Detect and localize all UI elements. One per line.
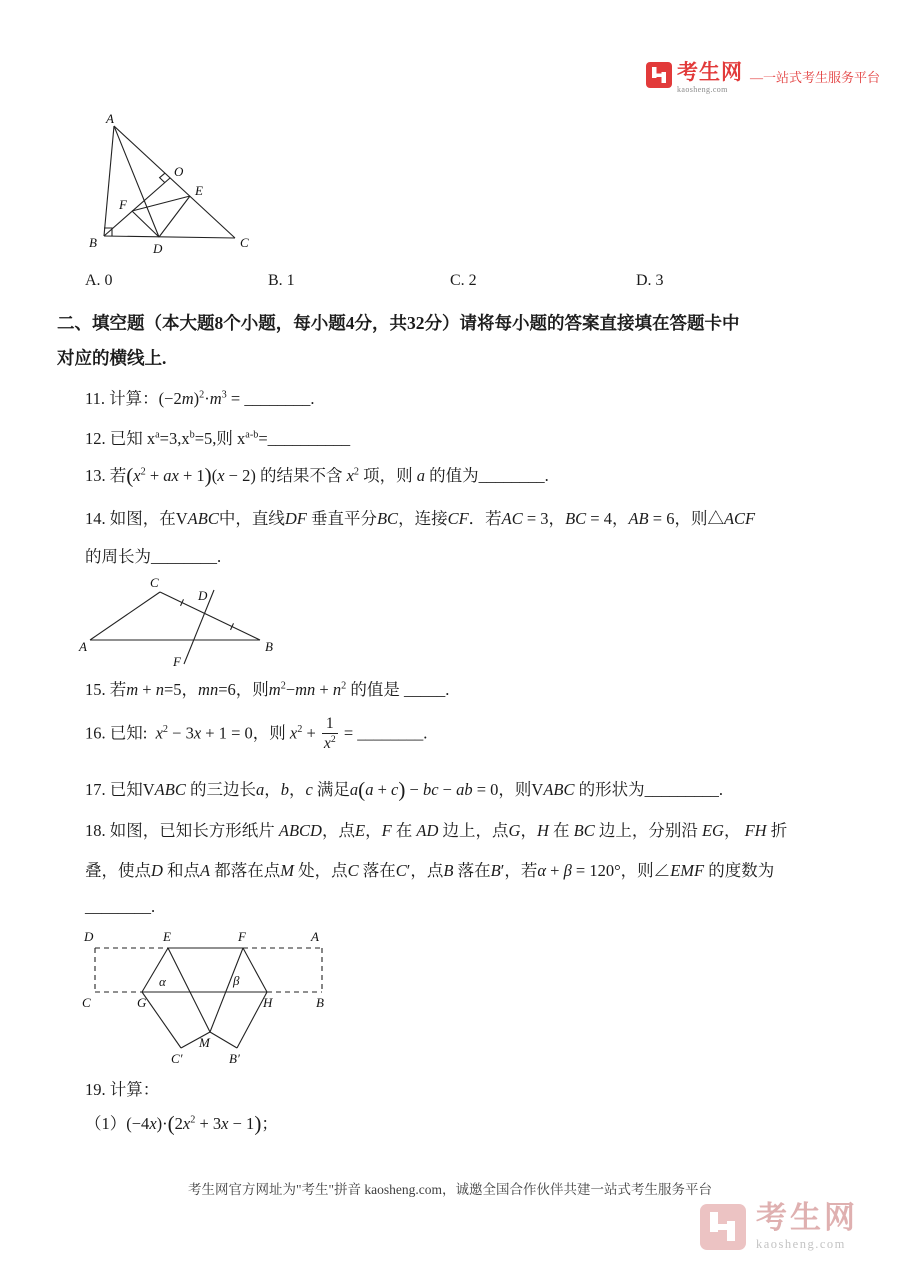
kaosheng-logo-icon [646,62,672,88]
watermark-name: 考生网 [756,1200,858,1235]
site-logo [646,62,880,94]
fig3-label-C-prime: C′ [171,1051,183,1066]
choice-a: A. 0 [85,272,113,289]
answer-choices [0,272,900,294]
question-18-line2: 叠，使点D 和点A 都落在点M 处，点C 落在C′，点B 落在B′，若α + β = 120°，则∠EMF 的度数为 [85,861,775,880]
fig1-label-A: A [106,111,114,126]
figure3-dashed-lines [95,948,322,992]
logo-domain: kaosheng.com [677,85,728,94]
figure-question10-triangle [82,110,267,270]
fig1-label-C: C [240,235,249,250]
fig1-label-B: B [89,235,97,250]
fig3-label-F: F [238,929,246,944]
figure-question18-rectangle [78,928,353,1073]
fig3-label-B: B [316,995,324,1010]
question-14-line2: 的周长为________. [85,547,222,566]
logo-dash: — [750,70,763,85]
page-footer: 考生网官方网址为"考生"拼音 kaosheng.com，诚邀全国合作伙伴共建一站式考生服务平台 [187,1182,712,1197]
logo-tagline-text: 一站式考生服务平台 [763,70,881,85]
question-16: 16. 已知: $x^2 - 3x + 1 = 0$，则 $x^2$ + $\frac{1}{x^2}$ = ________. [85,715,428,753]
fig3-label-beta: β [233,973,240,988]
figure1-lines [104,126,235,238]
question-17: 17. 已知VABC 的三边长a，b，c 满足a(a + c) − bc − ab = 0，则VABC 的形状为_________. [85,777,723,802]
logo-tagline [750,67,880,86]
fig1-label-F: F [119,197,127,212]
fig3-label-A: A [311,929,319,944]
figure2-lines [90,590,260,664]
choice-d: D. 3 [636,272,664,289]
fig3-label-D: D [84,929,94,944]
fig1-label-E: E [195,183,203,198]
question-18-line3: ________. [85,897,156,916]
right-angle-mark-O [160,173,165,182]
logo-text [677,62,743,94]
fig2-label-C: C [150,575,159,590]
fig2-label-F: F [173,654,181,669]
fig3-label-alpha: α [159,974,166,989]
fig2-label-B: B [265,639,273,654]
fig3-label-M: M [199,1035,210,1050]
section-header-line2: 对应的横线上. [57,348,167,368]
fig2-label-D: D [198,588,208,603]
section-header [57,306,857,376]
choice-b: B. 1 [268,272,295,289]
question-15: 15. 若m + n=5，mn=6，则$m^2-mn + n^2$ 的值是 _____. [85,680,450,699]
question-19-part1: $(1)(-4x)\cdot(2x^2 + 3x - 1)$； [85,1111,278,1136]
watermark-text [756,1202,858,1252]
fig3-label-E: E [163,929,171,944]
fig3-label-G: G [137,995,147,1010]
fig1-label-O: O [174,164,184,179]
question-14-line1: 14. 如图，在VABC中，直线DF 垂直平分BC，连接CF．若AC = 3，BC = 4，AB = 6，则△ACF [85,509,756,528]
fig1-label-D: D [153,241,163,256]
fig3-label-C: C [82,995,91,1010]
fig2-label-A: A [79,639,87,654]
choice-c: C. 2 [450,272,477,289]
section-header-line1: 二、填空题（本大题8个小题，每小题4分，共32分）请将每小题的答案直接填在答题卡中 [57,313,740,333]
fig3-label-H: H [263,995,273,1010]
logo-name: 考生网 [677,60,743,84]
figure-question14-triangle [78,574,293,679]
watermark [700,1202,858,1252]
fig3-label-B-prime: B′ [229,1051,240,1066]
question-19: 19. 计算： [85,1080,160,1099]
question-11: 11. 计算：$(-2m)^2\cdot m^3$ = ________. [85,389,315,408]
question-13: 13. 若($x^2$ + ax + 1)(x − 2) 的结果不含 $x^2$ 项，则 a 的值为________. [85,463,549,488]
question-12: 12. 已知 $x^a=3,x^b=5$,则 $x^{a-b}=\_\_\_\_\_\_\_\_\_\_$ [85,429,351,448]
watermark-domain: kaosheng.com [756,1236,846,1251]
watermark-logo-icon [700,1204,746,1250]
question-18-line1: 18. 如图，已知长方形纸片 ABCD，点E，F 在 AD 边上，点G，H 在 BC 边上，分别沿 EG， FH 折 [85,821,788,840]
figure3-solid-lines [142,948,267,1048]
